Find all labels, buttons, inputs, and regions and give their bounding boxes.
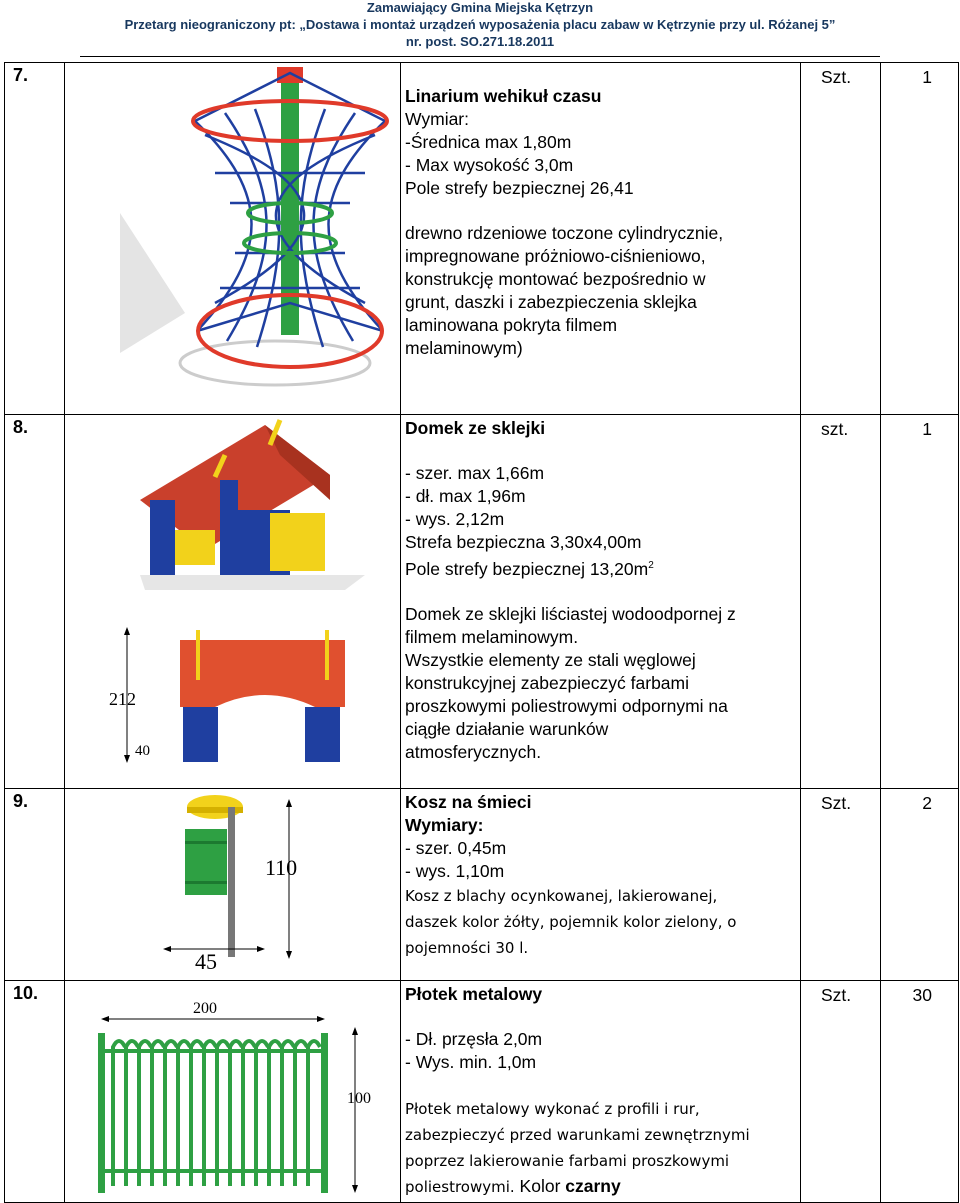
fence-picket [282, 1041, 294, 1186]
fence-picket [217, 1041, 229, 1186]
spec-line: Wymiar: [405, 109, 470, 129]
desc-line: filmem melaminowym. [405, 626, 579, 647]
table-row [5, 63, 959, 415]
item-description [401, 789, 801, 981]
item-unit: szt. [801, 415, 881, 789]
spec-line: - wys. 2,12m [405, 509, 505, 529]
desc-line: Płotek metalowy wykonać z profili i rur, [405, 1100, 700, 1118]
color-value: czarny [565, 1176, 621, 1196]
header-org: Zamawiający Gmina Miejska Kętrzyn [366, 0, 594, 15]
spec-line: - szer. 0,45m [405, 838, 507, 858]
fence-picket [295, 1041, 307, 1186]
spec-line: -Średnica max 1,80m [405, 132, 572, 152]
item-image [65, 63, 401, 415]
fence-picket [113, 1041, 125, 1186]
desc-line: Wszystkie elementy ze stali węglowej [405, 649, 696, 670]
desc-line: grunt, daszki i zabezpieczenia sklejka [405, 292, 697, 312]
dim-width: 200 [193, 1000, 217, 1017]
desc-line: atmosferycznych. [405, 741, 542, 762]
item-image [65, 789, 401, 981]
fence-picket [178, 1041, 190, 1186]
item-qty: 30 [881, 981, 959, 1203]
desc-line: melaminowym) [405, 338, 523, 358]
item-title: Kosz na śmieci [405, 792, 532, 812]
dim-height: 212 [109, 689, 136, 709]
linarium-illustration [65, 63, 401, 413]
item-number: 9. [5, 789, 65, 981]
fence-picket [204, 1041, 216, 1186]
fence-picket [230, 1041, 242, 1186]
desc-line: laminowana pokryta filmem [405, 315, 618, 335]
item-qty: 1 [881, 415, 959, 789]
spec-line: - szer. max 1,66m [405, 463, 545, 483]
fence-picket [191, 1041, 203, 1186]
fence-picket [139, 1041, 151, 1186]
fence-picket [165, 1041, 177, 1186]
item-number: 7. [5, 63, 65, 415]
fence-picket [126, 1041, 138, 1186]
desc-line: ciągłe działanie warunków [405, 718, 609, 739]
item-description [401, 63, 801, 415]
spec-table [4, 62, 959, 1203]
desc-line: poprzez lakierowanie farbami proszkowymi [405, 1152, 730, 1170]
spec-line: Strefa bezpieczna 3,30x4,00m [405, 532, 642, 552]
item-unit: Szt. [801, 789, 881, 981]
desc-line: proszkowymi poliestrowymi odpornymi na [405, 695, 728, 716]
item-unit: Szt. [801, 63, 881, 415]
item-image [65, 415, 401, 789]
item-qty: 1 [881, 63, 959, 415]
desc-line: zabezpieczyć przed warunkami zewnętrznymi [405, 1126, 750, 1144]
item-title: Płotek metalowy [405, 984, 543, 1004]
bin-illustration [65, 789, 401, 979]
spec-line: - wys. 1,10m [405, 861, 505, 881]
fence-picket [152, 1041, 164, 1186]
item-description [401, 415, 801, 789]
item-unit: Szt. [801, 981, 881, 1203]
spec-line: - dł. max 1,96m [405, 486, 526, 506]
superscript: 2 [648, 560, 654, 571]
item-subtitle: Wymiary: [405, 815, 484, 835]
desc-line: konstrukcyjnej zabezpieczyć farbami [405, 672, 690, 693]
dim-height: 100 [347, 1090, 371, 1107]
desc-line: Domek ze sklejki liściastej wodoodpornej z [405, 603, 736, 624]
desc-line: drewno rdzeniowe toczone cylindrycznie, [405, 223, 724, 243]
desc-line: konstrukcję montować bezpośrednio w [405, 269, 706, 289]
header-divider [80, 56, 880, 57]
item-number: 10. [5, 981, 65, 1203]
spec-line: Pole strefy bezpiecznej 13,20m [405, 558, 649, 579]
item-description [401, 981, 801, 1203]
desc-line: daszek kolor żółty, pojemnik kolor zielony, o [405, 913, 737, 931]
spec-line: Pole strefy bezpiecznej 26,41 [405, 178, 634, 198]
fence-picket [308, 1041, 320, 1186]
table-row [5, 789, 959, 981]
fence-picket [243, 1041, 255, 1186]
item-title: Domek ze sklejki [405, 418, 546, 438]
spec-line: - Wys. min. 1,0m [405, 1052, 537, 1072]
table-row [5, 981, 959, 1203]
desc-line: pojemności 30 l. [405, 939, 529, 957]
playhouse-illustration [65, 415, 401, 787]
color-label: Kolor [519, 1176, 561, 1196]
dim-height: 110 [265, 855, 298, 880]
item-image [65, 981, 401, 1203]
item-qty: 2 [881, 789, 959, 981]
fence-picket [256, 1041, 268, 1186]
item-number: 8. [5, 415, 65, 789]
desc-line: impregnowane próżniowo-ciśnieniowo, [405, 246, 706, 266]
dim-width: 45 [195, 949, 217, 974]
item-title: Linarium wehikuł czasu [405, 86, 602, 106]
fence-illustration [65, 981, 401, 1201]
desc-line: Kosz z blachy ocynkowanej, lakierowanej, [405, 887, 718, 905]
dim-base: 40 [135, 743, 150, 759]
spec-line: - Dł. przęsła 2,0m [405, 1029, 543, 1049]
fence-picket [269, 1041, 281, 1186]
header-ref: nr. post. SO.271.18.2011 [405, 34, 555, 49]
spec-line: - Max wysokość 3,0m [405, 155, 574, 175]
table-row [5, 415, 959, 789]
header-tender: Przetarg nieograniczony pt: „Dostawa i montaż urządzeń wyposażenia placu zabaw w Kętrzynie przy ul. Różanej 5” [124, 17, 836, 32]
desc-line: poliestrowymi. [405, 1178, 515, 1196]
